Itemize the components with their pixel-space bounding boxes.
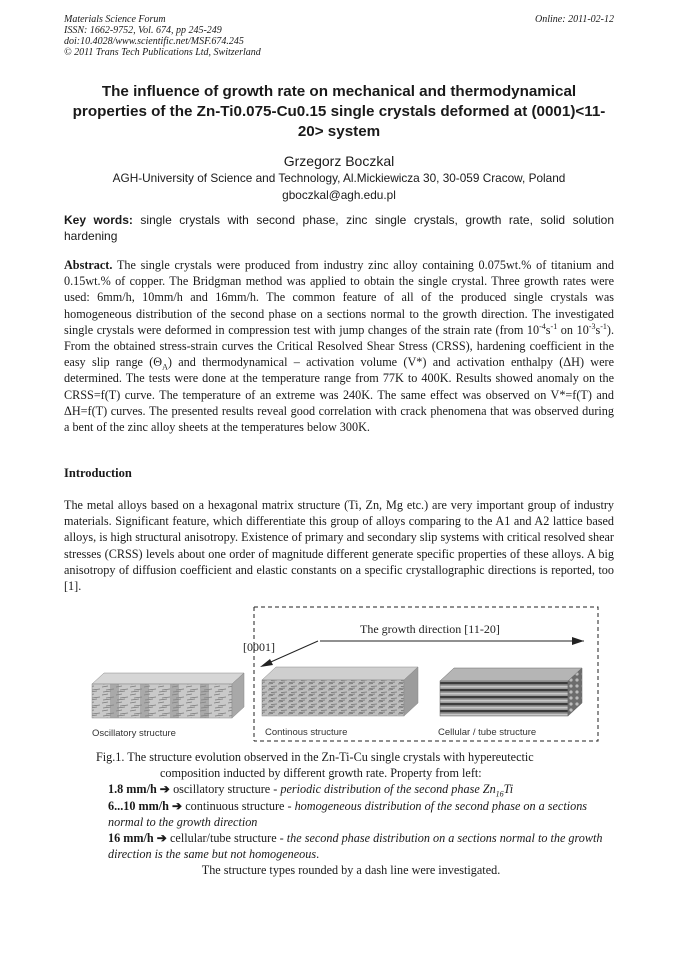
caption-text: oscillatory structure - [170, 782, 281, 797]
exponent: -4 [539, 321, 546, 331]
keywords-text: single crystals with second phase, zinc single crystals, growth rate, solid solution hardening [64, 213, 614, 243]
exponent: -1 [600, 321, 607, 331]
caption-item [96, 798, 606, 830]
caption-item [96, 781, 606, 797]
abstract [64, 257, 614, 435]
figure-caption [96, 749, 606, 879]
caption-italic: Ti [503, 782, 514, 797]
arrow-icon: ➔ [171, 798, 183, 813]
growth-rate: 6...10 mm/h [108, 798, 169, 813]
figure-illustration [88, 605, 608, 747]
copyright: © 2011 Trans Tech Publications Ltd, Switzerland [64, 47, 261, 58]
axis-label: [0001] [243, 640, 275, 654]
abstract-text: ) and thermodynamical – activation volume (V*) and activation enthalpy (ΔH) were determined. The tests were done at the temperature range from 77K to 400K. Results showed anomaly on the CRSS=f(T) curve. The temperature of an extreme was 240K. The same effect was observed on V*=f(T) and ΔH=f(T) curves. The presented results reveal good correlation with crack phenomena that was observed during a bent of the zinc alloy sheets at the temperatures below 300K. [64, 355, 614, 435]
subscript: 16 [495, 789, 504, 799]
caption-text: cellular/tube structure - [166, 831, 287, 846]
email: gboczkal@agh.edu.pl [282, 188, 396, 202]
exponent: -3 [588, 321, 596, 331]
label-oscillatory: Oscillatory structure [92, 728, 176, 739]
affiliation: AGH-University of Science and Technology, Al.Mickiewicza 30, 30-059 Cracow, Poland [112, 171, 566, 185]
abstract-text: s [545, 322, 551, 337]
caption-line: Fig.1. The structure evolution observed in the Zn-Ti-Cu single crystals with hypereutectic [96, 750, 534, 764]
caption-line: composition inducted by different growth rate. Property from left: [160, 766, 482, 781]
abstract-text: The single crystals were produced from industry zinc alloy containing 0.075wt.% of titanium and 0.15wt.% of copper. The Bridgman method was applied to obtain the single crystal. Three growth rates were used: 6mm/h, 10mm/h and 16mm/h. The common feature of all of the produced single crystals was homogeneous distribution of the second phase on a sections normal to the growth direction. The investigated single crystals were deformed in compression test with jump changes of the strain rate (from 10 [64, 258, 614, 337]
author-name: Grzegorz Boczkal [283, 153, 395, 169]
doi: doi:10.4028/www.scientific.net/MSF.674.245 [64, 36, 244, 47]
abstract-text: s [595, 322, 601, 337]
introduction-text: The metal alloys based on a hexagonal matrix structure (Ti, Zn, Mg etc.) are very important group of industry materials. Significant feature, which differentiate this group of alloys comparing to the A1 and A2 lattice based alloys, is high structural anisotropy. Existence of primary and secondary slip systems with critical resolved shear stresses (CRSS) levels about one order of magnitude different generate specific properties of these alloys. A big anisotropy of diffusion coefficient and elastic constants on a specific crystallographic directions is reported, too [1]. [64, 498, 614, 594]
figure-1 [88, 605, 608, 747]
paper-title: The influence of growth rate on mechanical and thermodynamical properties of the Zn-Ti0.075-Cu0.15 single crystals deformed at (0001)<11-20> system [72, 83, 606, 140]
axis-arrow-head [260, 659, 273, 667]
subscript: A [162, 362, 168, 372]
arrow-icon: ➔ [159, 782, 171, 797]
growth-arrow-head [572, 637, 584, 645]
oscillatory-block [92, 673, 244, 718]
label-continuous: Continous structure [265, 727, 348, 738]
caption-italic: the second phase distribution on a sections normal to the growth direction is the same but not homogeneous [108, 831, 603, 862]
caption-text: continuous structure - [182, 798, 295, 813]
exponent: -1 [550, 321, 558, 331]
continuous-block [262, 667, 418, 716]
abstract-label: Abstract. [64, 258, 113, 272]
caption-italic: homogeneous distribution of the second phase on a sections normal to the growth direction [108, 798, 588, 829]
author-block [64, 170, 614, 204]
caption-item [96, 830, 606, 862]
keywords-label: Key words: [64, 213, 133, 227]
online-date: Online: 2011-02-12 [535, 14, 614, 25]
label-cellular: Cellular / tube structure [438, 727, 537, 738]
caption-line: The structure types rounded by a dash line were investigated. [201, 863, 501, 878]
growth-rate: 16 mm/h [108, 831, 154, 846]
page-header-left [64, 14, 261, 58]
growth-rate: 1.8 mm/h [108, 782, 157, 797]
introduction-heading: Introduction [64, 466, 132, 480]
abstract-text: on 10 [557, 322, 589, 337]
abstract-text: ). From the obtained stress-strain curves the Critical Resolved Shear Stress (CRSS), hardening coefficient in the easy slip range (Θ [64, 322, 614, 370]
growth-label: The growth direction [11-20] [360, 622, 500, 636]
caption-text: . [316, 847, 320, 862]
caption-italic: periodic distribution of the second phase Zn [280, 782, 496, 797]
issn: ISSN: 1662-9752, Vol. 674, pp 245-249 [64, 25, 222, 36]
cellular-block [440, 668, 582, 716]
arrow-icon: ➔ [156, 831, 167, 846]
journal-name: Materials Science Forum [64, 14, 166, 25]
keywords [64, 212, 614, 244]
